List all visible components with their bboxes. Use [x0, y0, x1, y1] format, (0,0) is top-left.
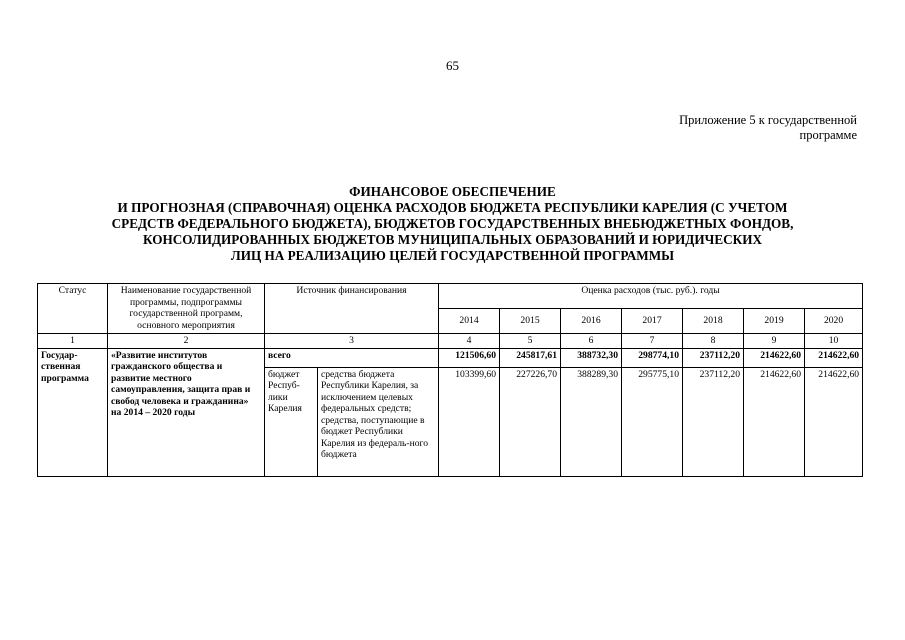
column-number: 7 — [622, 334, 683, 349]
table-row-total — [38, 348, 863, 367]
title-line-5: ЛИЦ НА РЕАЛИЗАЦИЮ ЦЕЛЕЙ ГОСУДАРСТВЕННОЙ ПРОГРАММЫ — [230, 248, 675, 263]
source-total-label: всего — [265, 348, 439, 367]
total-value: 388732,30 — [561, 348, 622, 367]
column-number: 9 — [744, 334, 805, 349]
column-number: 8 — [683, 334, 744, 349]
column-number: 2 — [108, 334, 265, 349]
year-header: 2017 — [622, 309, 683, 334]
total-value: 214622,60 — [744, 348, 805, 367]
column-number: 4 — [439, 334, 500, 349]
budget-value: 388289,30 — [561, 367, 622, 476]
appendix-line-2: программе — [799, 128, 857, 142]
header-source: Источник финансирования — [265, 284, 439, 334]
total-value: 245817,61 — [500, 348, 561, 367]
column-number: 6 — [561, 334, 622, 349]
year-header: 2016 — [561, 309, 622, 334]
total-value: 121506,60 — [439, 348, 500, 367]
year-header: 2018 — [683, 309, 744, 334]
header-name: Наименование государственной программы, подпрограммы государственной программ, основного мероприятия — [108, 284, 265, 334]
source-budget-label: бюджет Респуб-лики Карелия — [265, 367, 318, 476]
appendix-note — [597, 113, 857, 143]
header-estimate: Оценка расходов (тыс. руб.). годы — [439, 284, 863, 309]
appendix-line-1: Приложение 5 к государственной — [679, 113, 857, 127]
year-header: 2019 — [744, 309, 805, 334]
table-header-row — [38, 284, 863, 309]
budget-value: 103399,60 — [439, 367, 500, 476]
total-value: 237112,20 — [683, 348, 744, 367]
financing-table — [37, 283, 863, 477]
column-number: 1 — [38, 334, 108, 349]
column-number: 3 — [265, 334, 439, 349]
status-cell: Государ-ственная программа — [38, 348, 108, 476]
program-name-cell: «Развитие институтов гражданского общества и развитие местного самоуправления, защита прав и свобод человека и гражданина» на 2014 – 2020 годы — [108, 348, 265, 476]
title-line-4: КОНСОЛИДИРОВАННЫХ БЮДЖЕТОВ МУНИЦИПАЛЬНЫХ ОБРАЗОВАНИЙ И ЮРИДИЧЕСКИХ — [143, 232, 762, 247]
total-value: 214622,60 — [805, 348, 863, 367]
source-budget-detail: средства бюджета Республики Карелия, за исключением целевых федеральных средств; средства, поступающие в бюджет Республики Карелия из федераль-ного бюджета — [318, 367, 439, 476]
column-number: 10 — [805, 334, 863, 349]
total-value: 298774,10 — [622, 348, 683, 367]
budget-value: 295775,10 — [622, 367, 683, 476]
year-header: 2015 — [500, 309, 561, 334]
title-line-2: И ПРОГНОЗНАЯ (СПРАВОЧНАЯ) ОЦЕНКА РАСХОДОВ БЮДЖЕТА РЕСПУБЛИКИ КАРЕЛИЯ (С УЧЕТОМ — [117, 200, 788, 215]
column-number: 5 — [500, 334, 561, 349]
budget-value: 237112,20 — [683, 367, 744, 476]
year-header: 2020 — [805, 309, 863, 334]
budget-value: 214622,60 — [744, 367, 805, 476]
budget-value: 227226,70 — [500, 367, 561, 476]
header-status: Статус — [38, 284, 108, 334]
page-number: 65 — [446, 58, 459, 73]
year-header: 2014 — [439, 309, 500, 334]
document-title — [40, 184, 865, 264]
column-number-row — [38, 334, 863, 349]
title-line-1: ФИНАНСОВОЕ ОБЕСПЕЧЕНИЕ — [349, 184, 556, 199]
title-line-3: СРЕДСТВ ФЕДЕРАЛЬНОГО БЮДЖЕТА), БЮДЖЕТОВ ГОСУДАРСТВЕННЫХ ВНЕБЮДЖЕТНЫХ ФОНДОВ, — [111, 216, 794, 231]
budget-value: 214622,60 — [805, 367, 863, 476]
